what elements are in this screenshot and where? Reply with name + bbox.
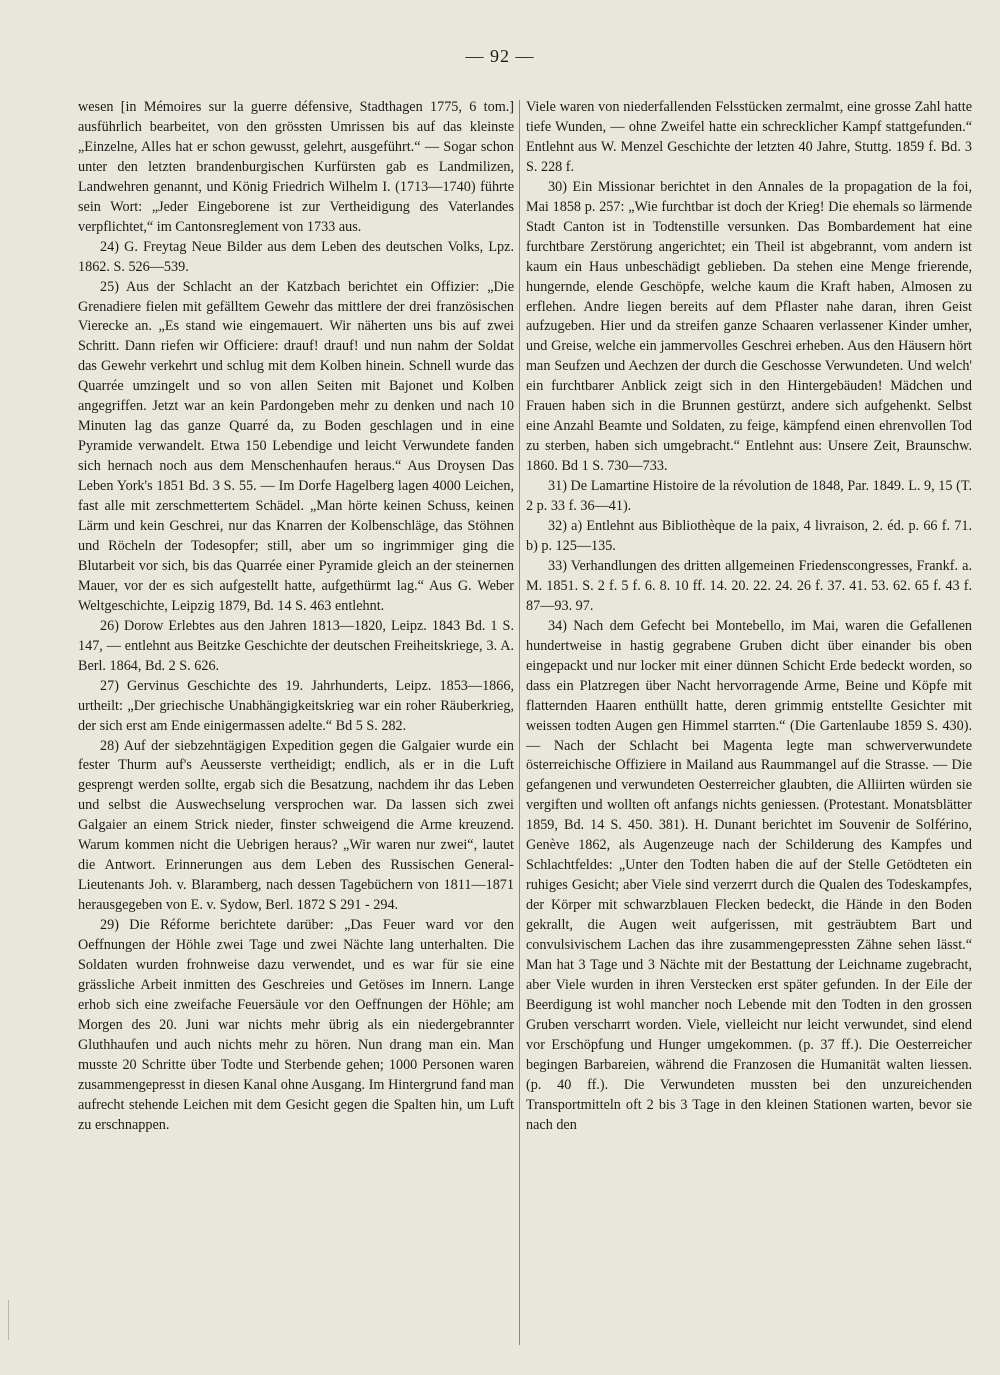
footnote-26: 26) Dorow Erlebtes aus den Jahren 1813—1820, Leipz. 1843 Bd. 1 S. 147, — entlehnt aus Beitzke Geschichte der deutschen Freiheitskriege, 3. A. Berl. 1864, Bd. 2 S. 626. bbox=[78, 617, 514, 674]
footnote-29: 29) Die Réforme berichtete darüber: „Das Feuer ward vor den Oeffnungen der Höhle zwei Tage und zwei Nächte lang unterhalten. Die Soldaten wurden frohnweise dazu verwendet, und es war für sie eine grässliche Arbeit inmitten des Geschreies und Getöses im Innern. Lange erhob sich eine zweifache Feuersäule vor den Oeffnungen der Höhle; am Morgen des 20. Juni war nichts mehr übrig als ein niedergebrannter Gluthhaufen und auch nichts mehr zu hören. Nun drang man ein. Man musste 20 Schritte über Todte und Sterbende gehen; 1000 Personen waren zusammengepresst in diesen Kanal ohne Ausgang. Im Hintergrund fand man aufrecht stehende Leichen mit dem Gesicht gegen die Spalten hin, um Luft zu erschnappen. bbox=[78, 917, 514, 1133]
footnote-34: 34) Nach dem Gefecht bei Montebello, im Mai, waren die Gefallenen hundertweise in hastig gegrabene Gruben dicht über einander bis oben eingepackt und nur locker mit einer dünnen Schicht Erde bedeckt worden, so dass ein Platzregen über Nacht hervorragende Arme, Beine und Köpfe mit flatternden Haaren enthüllt hatte, deren grimmig entstellte Gesichter mit weissen todten Augen gen Himmel starrten.“ (Die Gartenlaube 1859 S. 430). — Nach der Schlacht bei Magenta legte man schwerverwundete österreichische Offiziere in Mailand aus Raummangel auf die Strasse. — Die gefangenen und verwundeten Oesterreicher glaubten, die Alliirten würden sie vergiften und wollten oft anfangs nichts geniessen. (Protestant. Monatsblätter 1859, Bd. 14 S. 450. 381). H. Dunant berichtet im Souvenir de Solférino, Genève 1862, als Augenzeuge nach der Schilderung des Kampfes und Schlachtfeldes: „Unter den Todten haben die auf der Stelle Getödteten ein ruhiges Gesicht; aber Viele sind verzerrt durch die Qualen des Todeskampfes, der Körper mit schwarzblauen Flecken bedeckt, die Hände in den Boden gekrallt, die Augen weit aufgerissen, mit gesträubtem Bart und convulsivischem Lachen das ihre zusammengepressten Zähne sehen lässt.“ Man hat 3 Tage und 3 Nächte mit der Bestattung der Leichname zugebracht, aber Viele wurden in ihren Verstecken erst später gefunden. In der Eile der Beerdigung ist wohl mancher noch Lebende mit den Todten in den grossen Gruben verscharrt worden. Viele, vielleicht nur leicht verwundet, sind elend vor Erschöpfung und Hunger umgekommen. (p. 37 ff.). Die Oesterreicher begingen Barbareien, während die Franzosen die Humanität walten liessen. (p. 40 ff.). Die Verwundeten mussten bei den unzureichenden Transportmitteln oft 2 bis 3 Tage in den kleinen Stationen warten, bevor sie nach den bbox=[526, 617, 972, 1133]
footnote-25: 25) Aus der Schlacht an der Katzbach berichtet ein Offizier: „Die Grenadiere fielen mit gefälltem Gewehr das mittlere der drei französischen Vierecke an. „Es stand wie eingemauert. Wir näherten uns bis auf zwei Schritt. Dann riefen wir Officiere: drauf! drauf! und nun nahm der Soldat das Gewehr verkehrt und schlug mit dem Kolben hinein. Schnell wurde das Quarrée umzingelt und so von allen Seiten mit Bajonet und Kolben angegriffen. Jetzt war an kein Pardongeben mehr zu denken und nach 10 Minuten lag das ganze Quarré da, zu Boden geschlagen und in eine Pyramide verwandelt. Etwa 150 Lebendige und leicht Verwundete fanden sich hernach noch aus dem Menschenhaufen heraus.“ Aus Droysen Das Leben York's 1851 Bd. 3 S. 55. — Im Dorfe Hagelberg lagen 4000 Leichen, fast alle mit zerschmettertem Schädel. „Man hörte keinen Schuss, keinen Lärm und kein Geschrei, nur das Knarren der Kolbenschläge, das Stöhnen und Röcheln der Todesopfer; still, aber um so ingrimmiger ging die Blutarbeit vor sich, bis das Quarrée einer Pyramide gleich an der steinernen Mauer, vor der es sich aufgestellt hatte, aufgethürmt lag.“ Aus G. Weber Weltgeschichte, Leipzig 1879, Bd. 14 S. 463 entlehnt. bbox=[78, 278, 514, 614]
right-column bbox=[526, 98, 972, 1348]
footnote-31: 31) De Lamartine Histoire de la révolution de 1848, Par. 1849. L. 9, 15 (T. 2 p. 33 f. 36—41). bbox=[526, 478, 972, 515]
footnote-paragraph: Viele waren von niederfallenden Felsstücken zermalmt, eine grosse Zahl hatte tiefe Wunden, — ohne Zweifel hatte ein schrecklicher Kampf stattgefunden.“ Entlehnt aus W. Menzel Geschichte der letzten 40 Jahre, Stuttg. 1859 f. Bd. 3 S. 228 f. bbox=[526, 99, 972, 175]
column-divider bbox=[519, 100, 520, 1345]
footnote-27: 27) Gervinus Geschichte des 19. Jahrhunderts, Leipz. 1853—1866, urtheilt: „Der griechische Unabhängigkeitskrieg war ein roher Räuberkrieg, der sich erst am Ende einigermassen adelte.“ Bd 5 S. 282. bbox=[78, 677, 514, 734]
footnote-33: 33) Verhandlungen des dritten allgemeinen Friedenscongresses, Frankf. a. M. 1851. S. 2 f. 5 f. 6. 8. 10 ff. 14. 20. 22. 24. 26 f. 37. 41. 53. 62. 65 f. 43 f. 87—93. 97. bbox=[526, 557, 972, 614]
footnote-32: 32) a) Entlehnt aus Bibliothèque de la paix, 4 livraison, 2. éd. p. 66 f. 71. b) p. 125—135. bbox=[526, 518, 972, 554]
footnote-28: 28) Auf der siebzehntägigen Expedition gegen die Galgaier wurde ein fester Thurm auf's Aeusserste vertheidigt; endlich, als er in die Luft gesprengt werden sollte, ergab sich die Besatzung, nachdem ihr das Leben und selbst die Auswechselung versprochen war. Da lassen sich zwei Galgaier an einem Strick nieder, finster schweigend die Arme kreuzend. Warum kommen nicht die Uebrigen heraus? „Wir waren nur zwei“, lautet die Antwort. Erinnerungen aus dem Leben des Russischen General-Lieutenants Joh. v. Blaramberg, nach dessen Tagebüchern von 1811—1871 herausgegeben von E. v. Sydow, Berl. 1872 S 291 - 294. bbox=[78, 737, 514, 914]
footnote-30: 30) Ein Missionar berichtet in den Annales de la propagation de la foi, Mai 1858 p. 257: „Wie furchtbar ist doch der Krieg! Die ehemals so lärmende Stadt Canton ist in Todtenstille versunken. Das Bombardement hat eine furchtbare Zerstörung angerichtet; ein Theil ist abgebrannt, vom andern ist kaum ein Haus unbeschädigt geblieben. Da stehen eine Menge frierende, hungernde, elende Geschöpfe, welche kaum die Kraft haben, Almosen zu erflehen. Andre liegen bereits auf dem Pflaster nahe daran, ihren Geist aufzugeben. Hier und da streifen ganze Schaaren verlassener Kinder umher, und Greise, welche ein jammervolles Geschrei erheben. Aus den Häusern hört man Seufzen und Aechzen der durch die Geschosse Verwundeten. Und welch' ein furchtbarer Anblick zeigt sich in den Hintergebäuden! Mädchen und Frauen haben sich in die Brunnen gestürzt, andere sich aufgehenkt. Selbst eine Anzahl Beamte und Soldaten, zu feige, kämpfend einen ehrenvollen Tod zu sterben, haben sich umgebracht.“ Entlehnt aus: Unsere Zeit, Braunschw. 1860. Bd 1 S. 730—733. bbox=[526, 178, 972, 475]
left-column bbox=[78, 98, 514, 1348]
page-edge-mark bbox=[8, 1300, 9, 1340]
footnote-24: 24) G. Freytag Neue Bilder aus dem Leben des deutschen Volks, Lpz. 1862. S. 526—539. bbox=[78, 238, 514, 275]
page-number: — 92 — bbox=[465, 46, 535, 66]
footnote-paragraph: wesen [in Mémoires sur la guerre défensive, Stadthagen 1775, 6 tom.] ausführlich bearbeitet, von den grössten Umrissen bis auf das kleinste „Einzelne, Alles hat er schon gewusst, gelehrt, ausgeführt.“ — Sogar schon unter den letzten brandenburgischen Kurfürsten gab es Landmilizen, Landwehren genannt, und König Friedrich Wilhelm I. (1713—1740) führte sein Wort: „Jeder Eingeborene ist zur Vertheidigung des Vaterlandes verpflichtet,“ im Cantonsreglement von 1733 aus. bbox=[78, 99, 514, 235]
